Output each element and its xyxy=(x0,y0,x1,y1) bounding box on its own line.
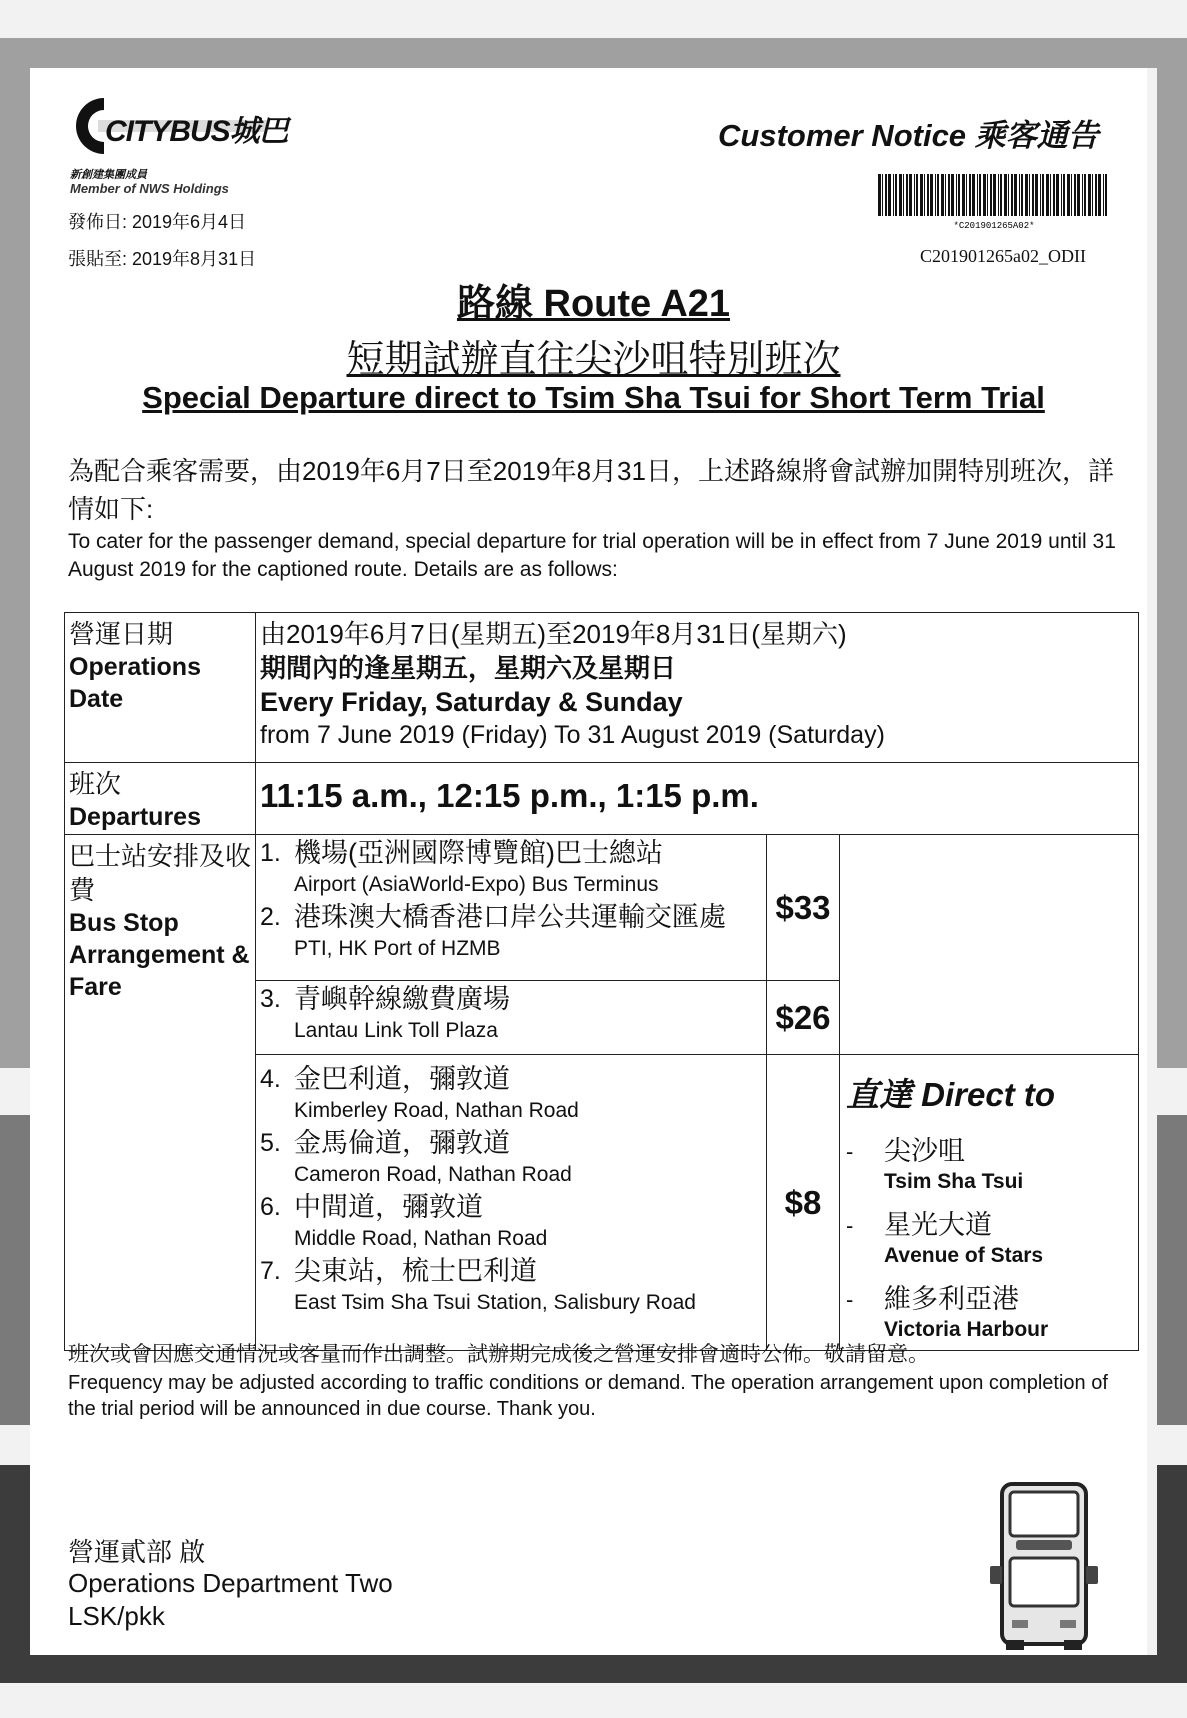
blank-cell xyxy=(840,835,1139,1055)
bullet-dash: - xyxy=(846,1287,854,1312)
departures-value-cell xyxy=(256,763,1139,835)
operations-label-en: Operations Date xyxy=(69,653,201,713)
stop-name-en: Lantau Link Toll Plaza xyxy=(294,1019,498,1042)
bottom-frame-bar xyxy=(0,1655,1187,1683)
fare-8: $8 xyxy=(767,1055,840,1351)
left-frame-bar-mid xyxy=(0,1115,30,1425)
citybus-logo-text: CITYBUS城巴 xyxy=(105,115,288,148)
stop-number: 7. xyxy=(260,1257,281,1285)
signature-ref: LSK/pkk xyxy=(68,1601,165,1631)
operations-days-en: Every Friday, Saturday & Sunday xyxy=(260,687,683,717)
stop-name-en: Kimberley Road, Nathan Road xyxy=(294,1099,579,1122)
stops-label-en: Bus Stop Arrangement & Fare xyxy=(69,909,250,1001)
stops-group-2 xyxy=(256,981,767,1055)
footer-note-cn: 班次或會因應交通情況或客量而作出調整。試辦期完成後之營運安排會適時公佈。敬請留意。 xyxy=(68,1343,929,1366)
departures-row xyxy=(65,763,1139,835)
destination-cn: 尖沙咀 xyxy=(884,1136,965,1166)
stop-item xyxy=(256,1061,766,1125)
customer-notice-title: Customer Notice 乘客通告 xyxy=(718,118,1099,153)
bullet-dash: - xyxy=(846,1139,854,1164)
operations-period-en: from 7 June 2019 (Friday) To 31 August 2019 (Saturday) xyxy=(260,721,885,749)
intro-en: To cater for the passenger demand, special departure for trial operation will be in effect from 7 June 2019 until 31 August 2019 for the captioned route. Details are as follows: xyxy=(68,530,1116,581)
stop-number: 3. xyxy=(260,985,281,1013)
stop-number: 6. xyxy=(260,1193,281,1221)
left-frame-bar xyxy=(0,38,30,1068)
stop-number: 1. xyxy=(260,839,281,867)
fare-33: $33 xyxy=(767,835,840,981)
destination-en: Tsim Sha Tsui xyxy=(884,1170,1024,1193)
destination-cn: 維多利亞港 xyxy=(884,1284,1019,1314)
operations-label-cell xyxy=(65,613,256,763)
barcode-icon xyxy=(874,172,1114,230)
destination-item xyxy=(840,1134,1138,1196)
signature-cn: 營運貳部 啟 xyxy=(68,1537,206,1567)
operations-label-cn: 營運日期 xyxy=(69,619,174,649)
stop-item xyxy=(256,1125,766,1189)
intro-cn: 為配合乘客需要，由2019年6月7日至2019年8月31日，上述路線將會試辦加開特別班次，詳情如下: xyxy=(68,456,1114,524)
posted-until: 張貼至: 2019年8月31日 xyxy=(68,249,257,269)
direct-to-cell xyxy=(840,1055,1139,1351)
stop-item xyxy=(256,981,766,1045)
destination-cn: 星光大道 xyxy=(884,1210,992,1240)
stops-group-3 xyxy=(256,1055,767,1351)
route-subtitle-cn: 短期試辦直往尖沙咀特別班次 xyxy=(346,339,841,381)
stop-name-en: PTI, HK Port of HZMB xyxy=(294,937,501,960)
barcode-caption: *C201901265A02* xyxy=(953,221,1035,230)
operations-value-cell xyxy=(256,613,1139,763)
stop-number: 5. xyxy=(260,1129,281,1157)
stop-item xyxy=(256,1189,766,1253)
stop-name-en: East Tsim Sha Tsui Station, Salisbury Road xyxy=(294,1291,696,1314)
stop-number: 4. xyxy=(260,1065,281,1093)
fare-26: $26 xyxy=(767,981,840,1055)
stop-name-cn: 尖東站，梳士巴利道 xyxy=(294,1256,537,1286)
footer-note-en: Frequency may be adjusted according to traffic conditions or demand. The operation arrangement upon completion of the trial period will be announced in due course. Thank you. xyxy=(68,1372,1108,1420)
stop-name-cn: 中間道，彌敦道 xyxy=(294,1192,483,1222)
route-subtitle-en: Special Departure direct to Tsim Sha Tsui for Short Term Trial xyxy=(142,380,1045,415)
stop-name-cn: 金巴利道，彌敦道 xyxy=(294,1064,510,1094)
operations-days-cn: 期間內的逢星期五，星期六及星期日 xyxy=(260,653,677,683)
stops-label-cn: 巴士站安排及收費 xyxy=(69,841,252,905)
left-frame-bar-bottom xyxy=(0,1465,30,1675)
destination-en: Avenue of Stars xyxy=(884,1244,1044,1267)
stop-name-cn: 金馬倫道，彌敦道 xyxy=(294,1128,510,1158)
stop-name-en: Cameron Road, Nathan Road xyxy=(294,1163,572,1186)
departure-times: 11:15 a.m., 12:15 p.m., 1:15 p.m. xyxy=(260,777,759,814)
holding-cn: 新創建集團成員 xyxy=(70,169,147,181)
right-frame-bar xyxy=(1157,38,1187,1068)
stops-row-a xyxy=(65,835,1139,981)
stops-label-cell xyxy=(65,835,256,1351)
reference-code: C201901265a02_ODII xyxy=(920,246,1086,266)
direct-to-title: 直達 Direct to xyxy=(846,1076,1056,1113)
stop-name-cn: 機場(亞洲國際博覽館)巴士總站 xyxy=(294,838,663,868)
destination-item xyxy=(840,1282,1138,1344)
stop-name-en: Middle Road, Nathan Road xyxy=(294,1227,548,1250)
departures-label-en: Departures xyxy=(69,803,201,831)
stop-item xyxy=(256,899,766,963)
holding-en: Member of NWS Holdings xyxy=(70,181,229,196)
stop-item xyxy=(256,835,766,899)
top-frame-bar xyxy=(0,38,1187,68)
operations-period-cn: 由2019年6月7日(星期五)至2019年8月31日(星期六) xyxy=(260,619,847,649)
stop-name-cn: 港珠澳大橋香港口岸公共運輸交匯處 xyxy=(294,902,726,932)
double-decker-bus-icon xyxy=(988,1480,1100,1652)
right-frame-bar-bottom xyxy=(1157,1465,1187,1675)
right-frame-bar-mid xyxy=(1157,1115,1187,1425)
issue-date: 發佈日: 2019年6月4日 xyxy=(68,212,247,232)
schedule-table xyxy=(64,612,1139,1351)
stops-group-1 xyxy=(256,835,767,981)
signature-dept: Operations Department Two xyxy=(68,1568,393,1598)
operations-row xyxy=(65,613,1139,763)
destination-en: Victoria Harbour xyxy=(884,1318,1049,1341)
bullet-dash: - xyxy=(846,1213,854,1238)
departures-label-cell xyxy=(65,763,256,835)
stop-number: 2. xyxy=(260,903,281,931)
route-title: 路線 Route A21 xyxy=(456,283,731,325)
stop-name-en: Airport (AsiaWorld-Expo) Bus Terminus xyxy=(294,873,659,896)
destination-item xyxy=(840,1208,1138,1270)
stop-name-cn: 青嶼幹線繳費廣場 xyxy=(294,984,510,1014)
departures-label-cn: 班次 xyxy=(69,769,122,799)
stop-item xyxy=(256,1253,766,1317)
